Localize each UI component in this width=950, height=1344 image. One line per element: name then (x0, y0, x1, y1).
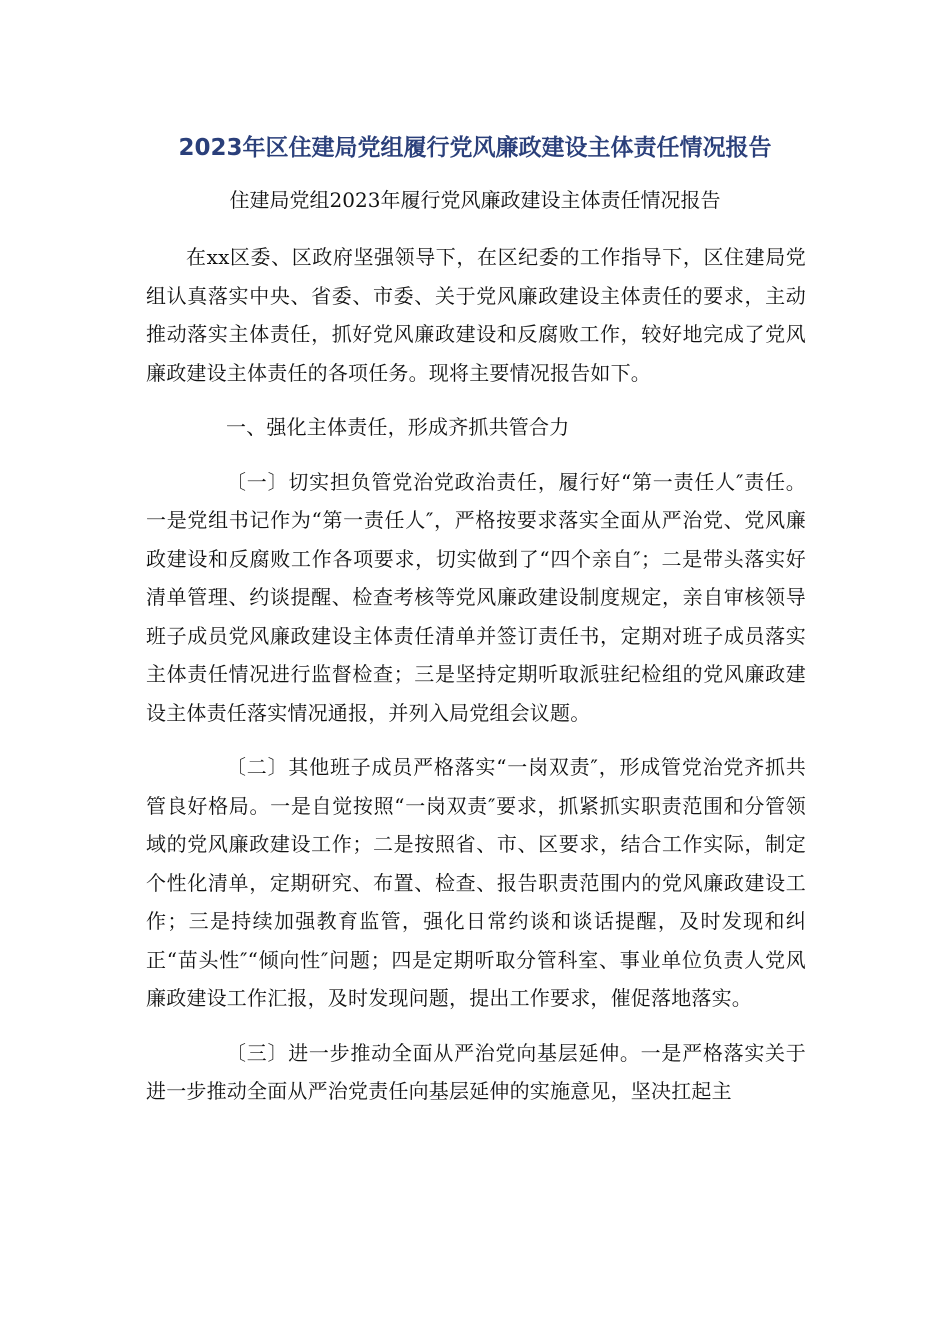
paragraph-item-3: 〔三〕进一步推动全面从严治党向基层延伸。一是严格落实关于进一步推动全面从严治党责任向基层延伸的实施意见，坚决扛起主 (146, 1040, 806, 1103)
document-body (146, 238, 806, 1127)
document-subtitle: 住建局党组2023年履行党风廉政建设主体责任情况报告 (229, 188, 721, 212)
paragraph-item-2: 〔二〕其他班子成员严格落实“一岗双责″，形成管党治党齐抓共管良好格局。一是自觉按照“一岗双责″要求，抓紧抓实职责范围和分管领域的党风廉政建设工作；二是按照省、市、区要求，结合工作实际，制定个性化清单，定期研究、布置、检查、报告职责范围内的党风廉政建设工作；三是持续加强教育监管，强化日常约谈和谈话提醒，及时发现和纠正“苗头性″“倾向性″问题；四是定期听取分管科室、事业单位负责人党风廉政建设工作汇报，及时发现问题，提出工作要求，催促落地落实。 (146, 755, 806, 1010)
paragraph-item-1: 〔一〕切实担负管党治党政治责任，履行好“第一责任人″责任。一是党组书记作为“第一责任人″，严格按要求落实全面从严治党、党风廉政建设和反腐败工作各项要求，切实做到了“四个亲自″；二是带头落实好清单管理、约谈提醒、检查考核等党风廉政建设制度规定，亲自审核领导班子成员党风廉政建设主体责任清单并签订责任书，定期对班子成员落实主体责任情况进行监督检查；三是坚持定期听取派驻纪检组的党风廉政建设主体责任落实情况通报，并列入局党组会议题。 (146, 469, 806, 725)
intro-paragraph: 在xx区委、区政府坚强领导下，在区纪委的工作指导下，区住建局党组认真落实中央、省委、市委、关于党风廉政建设主体责任的要求，主动推动落实主体责任，抓好党风廉政建设和反腐败工作，较好地完成了党风廉政建设主体责任的各项任务。现将主要情况报告如下。 (146, 245, 806, 385)
section-heading: 一、强化主体责任，形成齐抓共管合力 (226, 415, 570, 439)
document-title: 2023年区住建局党组履行党风廉政建设主体责任情况报告 (178, 135, 772, 161)
